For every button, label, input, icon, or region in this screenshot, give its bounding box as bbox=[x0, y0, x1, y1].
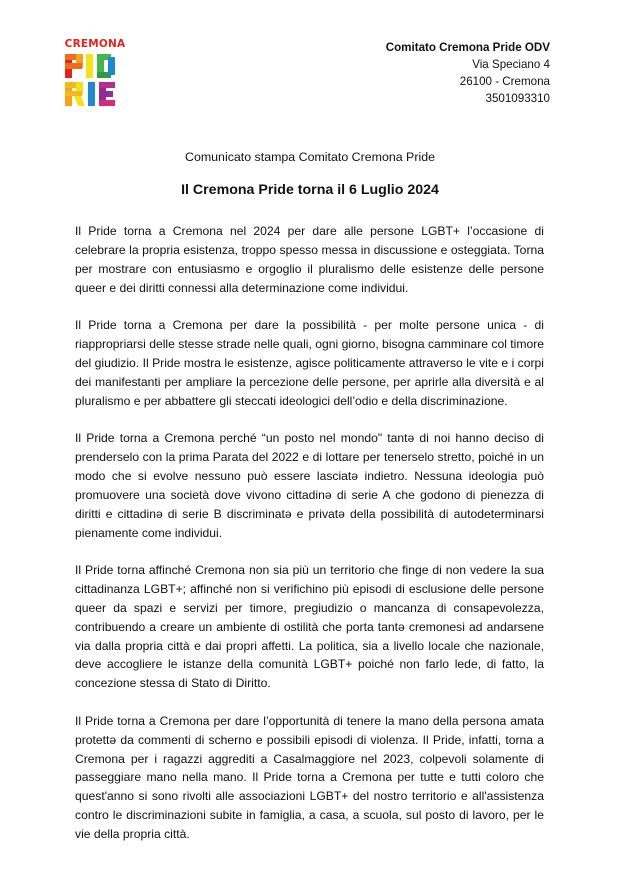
body-paragraph: Il Pride torna a Cremona per dare la possibilità - per molte persone unica - di riappropriarsi delle stesse strade nelle quali, ogni giorno, bisogna camminare col timore del giudizio. Il Pride mostra le esistenze, agisce politicamente attraverso le vite e i corpi dei manifestanti per ampliare la percezione delle persone, per aprirle alla diversità e al pluralismo e per abbattere gli steccati ideologici dell’odio e della discriminazione. bbox=[75, 318, 545, 408]
body-paragraph: Il Pride torna a Cremona nel 2024 per dare alle persone LGBT+ l’occasione di celebrare la propria esistenza, troppo spesso messa in discussione e osteggiata. Torna per mostrare con entusiasmo e orgoglio il pluralismo delle esistenze delle persone queer e dei diritti connessi alla determinazione come individui. bbox=[75, 224, 544, 295]
org-name: Comitato Cremona Pride ODV bbox=[385, 41, 550, 54]
organization-header bbox=[386, 39, 550, 107]
org-phone: 3501093310 bbox=[485, 92, 550, 105]
body-paragraph: Il Pride torna a Cremona per dare l’opportunità di tenere la mano della persona amata protettə da commenti di scherno e possibili episodi di violenza. Il Pride, infatti, torna a Cremona per i ragazzi aggrediti a Casalmaggiore nel 2023, colpevoli solamente di passeggiare mano nella mano. Il Pride torna a Cremona per tutte e tutti coloro che quest'anno si sono rivolti alle associazioni LGBT+ del nostro territorio e all'assistenza contro le discriminazioni subite in famiglia, a casa, a scuola, sul posto di lavoro, per le vie della propria città. bbox=[75, 713, 544, 841]
press-release-label: Comunicato stampa Comitato Cremona Pride bbox=[185, 150, 435, 164]
document-title: Il Cremona Pride torna il 6 Luglio 2024 bbox=[181, 182, 439, 198]
document-body bbox=[75, 222, 544, 863]
cremona-pride-logo bbox=[62, 38, 128, 106]
logo-city-text: CREMONA bbox=[64, 38, 126, 50]
body-paragraph: Il Pride torna affinché Cremona non sia più un territorio che finge di non vedere la sua cittadinanza LGBT+; affinché non si verifichino più episodi di esclusione delle persone queer da spazi e servizi per timore, pregiudizio o mancanza di consapevolezza, contribuendo a creare un ambiente di ostilità che porta tantə cremonesi ad andarsene via dalla propria città e dai propri affetti. La politica, sia a livello locale che nazionale, deve accogliere le istanze della comunità LGBT+ poiché non farlo lede, di fatto, la concezione stessa di Stato di Diritto. bbox=[75, 563, 544, 691]
pride-letters-icon bbox=[64, 53, 126, 107]
org-address-line2: 26100 - Cremona bbox=[459, 75, 550, 88]
org-address-line1: Via Speciano 4 bbox=[472, 58, 550, 71]
body-paragraph: Il Pride torna a Cremona perché “un posto nel mondo" tantə di noi hanno deciso di prenderselo con la prima Parata del 2022 e di lottare per tenerselo stretto, poiché in un modo che si evolve nessuno può essere lasciatə indietro. Nessuna ideologia può promuovere una società dove vivono cittadinə di serie A che godono di pienezza di diritti e cittadinə di serie B discriminatə e privatə della possibilità di autodeterminarsi pienamente come individui. bbox=[75, 431, 544, 540]
